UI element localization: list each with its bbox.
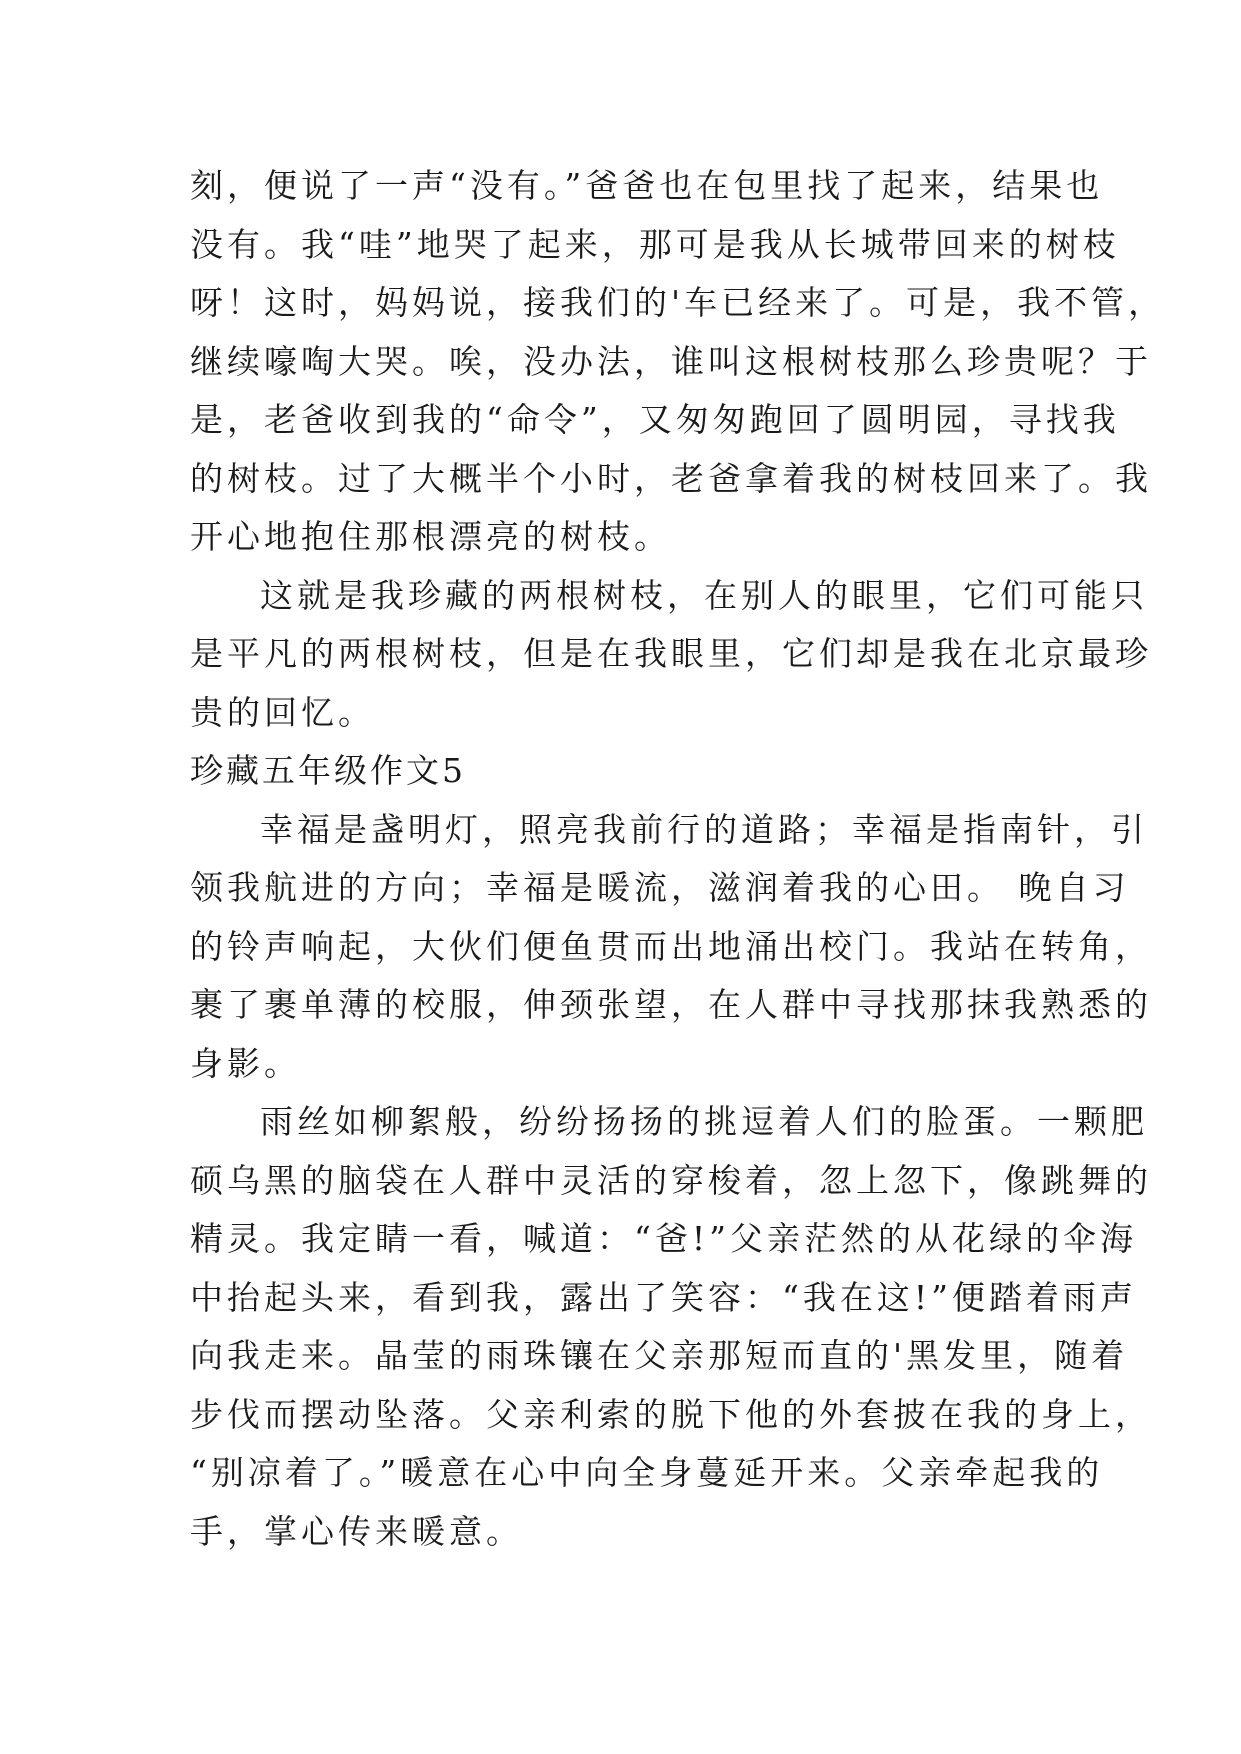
section-title: 珍藏五年级作文5 bbox=[190, 751, 466, 790]
text-line: 贵的回忆。 bbox=[190, 692, 375, 732]
paragraph-happiness bbox=[190, 801, 1152, 1094]
text-line: 的树枝。过了大概半个小时，老爸拿着我的树枝回来了。我 bbox=[190, 458, 1152, 498]
text-line: 领我航进的方向；幸福是暖流，滋润着我的心田。 晚自习 bbox=[190, 868, 1130, 907]
paragraph-rain bbox=[190, 1093, 1152, 1561]
text-line: 雨丝如柳絮般，纷纷扬扬的挑逗着人们的脸蛋。一颗肥 bbox=[260, 1102, 1148, 1141]
paragraph-conclusion bbox=[190, 567, 1152, 743]
document-body bbox=[190, 157, 1166, 1561]
text-line: 中抬起头来，看到我，露出了笑容：“我在这!”便踏着雨声 bbox=[190, 1277, 1138, 1317]
text-line: 这就是我珍藏的两根树枝，在别人的眼里，它们可能只 bbox=[260, 575, 1148, 615]
text-line: 的铃声响起，大伙们便鱼贯而出地涌出校门。我站在转角， bbox=[190, 926, 1152, 966]
text-line: 裹了裹单薄的校服，伸颈张望，在人群中寻找那抹我熟悉的 bbox=[190, 985, 1152, 1024]
text-line: 刻，便说了一声“没有。”爸爸也在包里找了起来，结果也 bbox=[190, 166, 1104, 205]
text-line: 没有。我“哇”地哭了起来，那可是我从长城带回来的树枝 bbox=[190, 224, 1120, 264]
text-line: 继续嚎啕大哭。唉，没办法，谁叫这根树枝那么珍贵呢？于 bbox=[190, 341, 1152, 381]
text-line: 身影。 bbox=[190, 1043, 301, 1083]
text-line: 幸福是盏明灯，照亮我前行的道路；幸福是指南针，引 bbox=[260, 809, 1148, 849]
text-line: 手，掌心传来暖意。 bbox=[190, 1511, 523, 1551]
text-line: 精灵。我定睛一看，喊道：“爸!”父亲茫然的从花绿的伞海 bbox=[190, 1219, 1138, 1258]
text-line: 是平凡的两根树枝，但是在我眼里，它们却是我在北京最珍 bbox=[190, 634, 1152, 673]
text-line: 步伐而摆动坠落。父亲利索的脱下他的外套披在我的身上， bbox=[190, 1394, 1152, 1434]
text-line: 硕乌黑的脑袋在人群中灵活的穿梭着，忽上忽下，像跳舞的 bbox=[190, 1160, 1152, 1200]
text-line: 呀！这时，妈妈说，接我们的'车已经来了。可是，我不管， bbox=[190, 283, 1166, 322]
paragraph-continuation bbox=[190, 157, 1166, 567]
text-line: “别凉着了。”暖意在心中向全身蔓延开来。父亲牵起我的 bbox=[190, 1453, 1104, 1492]
text-line: 开心地抱住那根漂亮的树枝。 bbox=[190, 517, 671, 556]
text-line: 是，老爸收到我的“命令”，又匆匆跑回了圆明园，寻找我 bbox=[190, 400, 1120, 439]
text-line: 向我走来。晶莹的雨珠镶在父亲那短而直的'黑发里，随着 bbox=[190, 1336, 1129, 1375]
